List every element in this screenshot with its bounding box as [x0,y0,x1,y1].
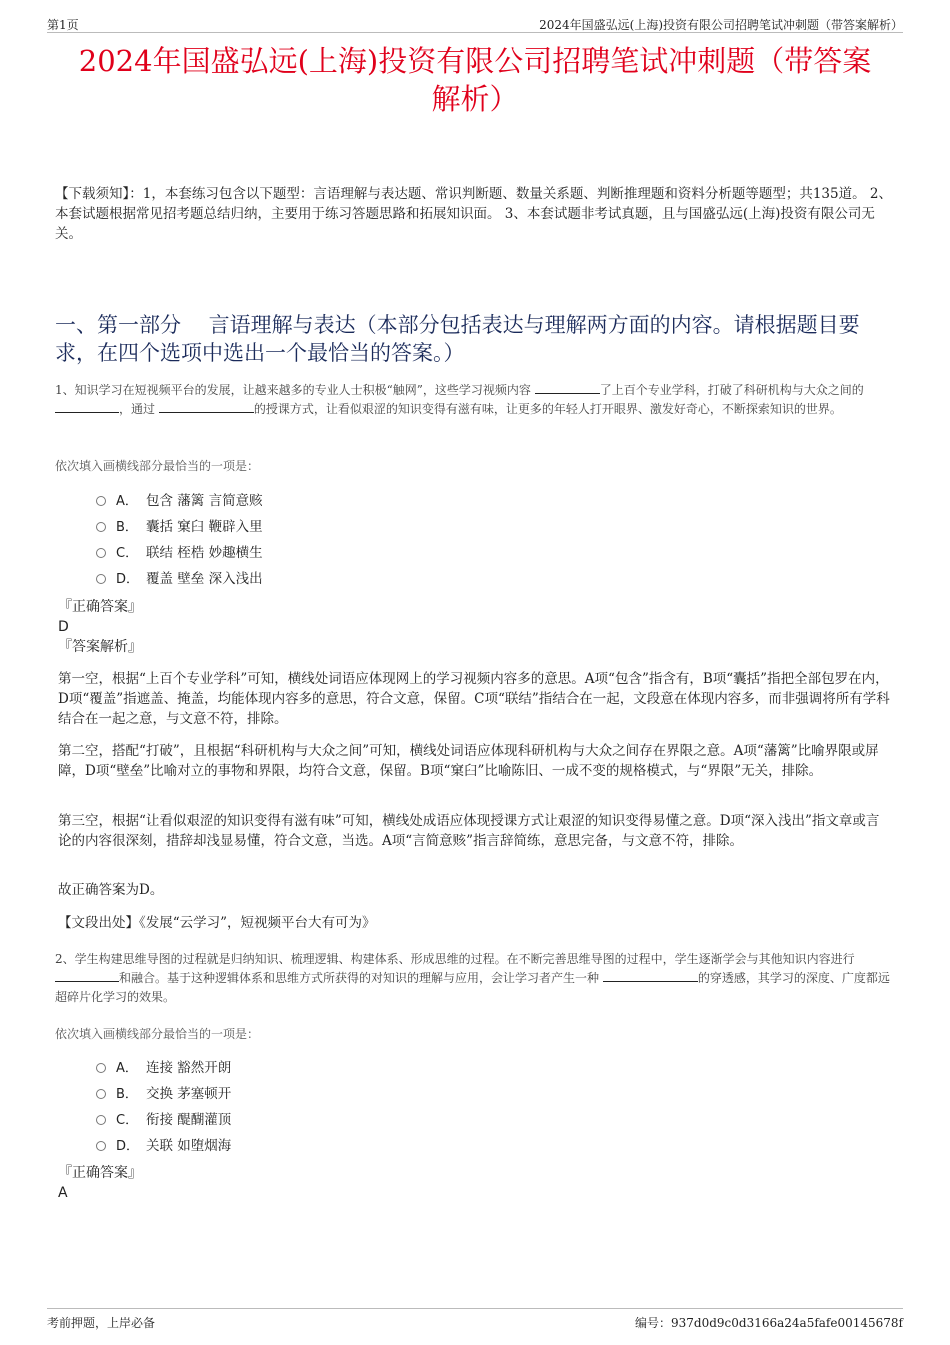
q2-text-part3: 的穿透感，其学习的深度、广度都远超碎片化学习的效果。 [55,971,890,1004]
q2-blank-1 [55,969,119,982]
section-title: 一、第一部分 言语理解与表达（本部分包括表达与理解两方面的内容。请根据题目要求，在四个选项中选出一个最恰当的答案。） [55,313,860,365]
q2-option-a[interactable]: A． 连接 豁然开朗 [96,1055,496,1081]
q2-text-part2: 和融合。基于这种逻辑体系和思维方式所获得的对知识的理解与应用，会让学习者产生一种 [119,971,600,985]
correct-answer: A [58,1185,68,1201]
q1-blank-1 [535,381,600,394]
q2-blank-2 [603,969,698,982]
document-title-line1: 2024年国盛弘远(上海)投资有限公司招聘笔试冲刺题（带答案 [78,44,872,78]
q2-text-part1: 2、学生构建思维导图的过程就是归纳知识、梳理逻辑、构建体系、形成思维的过程。在不断完善思维导图的过程中，学生逐渐学会与其他知识内容进行 [55,952,855,966]
analysis-label: 『答案解析』 [58,639,142,655]
radio-icon[interactable] [96,1115,106,1125]
q2-option-d[interactable]: D． 关联 如堕烟海 [96,1133,496,1159]
q1-text-part3: ，通过 [119,402,156,416]
document-title [40,42,910,118]
correct-answer: D [58,619,69,635]
q1-source: 【文段出处】《发展“云学习”，短视频平台大有可为》 [58,915,376,931]
q2-option-b[interactable]: B． 交换 茅塞顿开 [96,1081,496,1107]
q1-option-d[interactable]: D． 覆盖 壁垒 深入浅出 [96,566,496,592]
q1-options [96,488,496,592]
radio-icon[interactable] [96,1089,106,1099]
q1-text-part2: 了上百个专业学科，打破了科研机构与大众之间的 [599,383,864,397]
page-header [47,14,903,33]
radio-icon[interactable] [96,1063,106,1073]
q2-options [96,1055,496,1159]
q1-text-part1: 1、知识学习在短视频平台的发展，让越来越多的专业人士积极“触网”，这些学习视频内容 [55,383,531,397]
answer-label: 『正确答案』 [58,1165,142,1181]
q2-prompt: 依次填入画横线部分最恰当的一项是： [55,1027,260,1041]
q1-option-b[interactable]: B． 囊括 窠臼 鞭辟入里 [96,514,496,540]
page-number: 第1页 [47,18,79,32]
page-footer [47,1308,903,1330]
question-1-stem [55,381,898,419]
radio-icon[interactable] [96,548,106,558]
q1-blank-3 [159,400,254,413]
radio-icon[interactable] [96,1141,106,1151]
question-2-stem [55,950,898,1007]
document-title-line2: 解析） [431,82,519,116]
q1-option-c[interactable]: C． 联结 桎梏 妙趣横生 [96,540,496,566]
q1-analysis-2: 第二空，搭配“打破”，且根据“科研机构与大众之间”可知，横线处词语应体现科研机构与大众之间存在界限之意。A项“藩篱”比喻界限或屏障，D项“壁垒”比喻对立的事物和界限，均符合文意，保留。B项“窠臼”比喻陈旧、一成不变的规格模式，与“界限”无关，排除。 [58,743,879,779]
q1-option-a[interactable]: A． 包含 藩篱 言简意赅 [96,488,496,514]
q2-answer-block [58,1163,142,1203]
q1-analysis-1: 第一空，根据“上百个专业学科”可知，横线处词语应体现网上的学习视频内容多的意思。A项“包含”指含有，B项“囊括”指把全部包罗在内，D项“覆盖”指遮盖、掩盖，均能体现内容多的意思，符合文意，保留。C项“联结”指结合在一起，文段意在体现内容多，而非强调将所有学科结合在一起之意，与文意不符，排除。 [58,671,890,727]
header-doc-title: 2024年国盛弘远(上海)投资有限公司招聘笔试冲刺题（带答案解析） [539,18,903,32]
q2-option-c[interactable]: C． 衔接 醍醐灌顶 [96,1107,496,1133]
answer-label: 『正确答案』 [58,599,142,615]
q1-prompt: 依次填入画横线部分最恰当的一项是： [55,459,260,473]
q1-answer-block [58,597,142,657]
q1-conclusion: 故正确答案为D。 [58,882,164,898]
footer-doc-id: 编号：937d0d9c0d3166a24a5fafe00145678f [635,1316,903,1330]
q1-blank-2 [55,400,119,413]
q1-analysis-3: 第三空，根据“让看似艰涩的知识变得有滋有味”可知，横线处成语应体现授课方式让艰涩的知识变得易懂之意。D项“深入浅出”指文章或言论的内容很深刻，措辞却浅显易懂，符合文意，当选。A项“言简意赅”指言辞简练，意思完备，与文意不符，排除。 [58,813,880,849]
q1-text-part4: 的授课方式，让看似艰涩的知识变得有滋有味，让更多的年轻人打开眼界、激发好奇心，不断探索知识的世界。 [253,402,842,416]
radio-icon[interactable] [96,496,106,506]
footer-slogan: 考前押题，上岸必备 [47,1316,156,1330]
radio-icon[interactable] [96,522,106,532]
download-notice: 【下载须知】：1，本套练习包含以下题型：言语理解与表达题、常识判断题、数量关系题、判断推理题和资料分析题等题型；共135道。 2、本套试题根据常见招考题总结归纳，主要用于练习答题思路和拓展知识面。 3、本套试题非考试真题，且与国盛弘远(上海)投资有限公司无关。 [55,186,892,242]
radio-icon[interactable] [96,574,106,584]
